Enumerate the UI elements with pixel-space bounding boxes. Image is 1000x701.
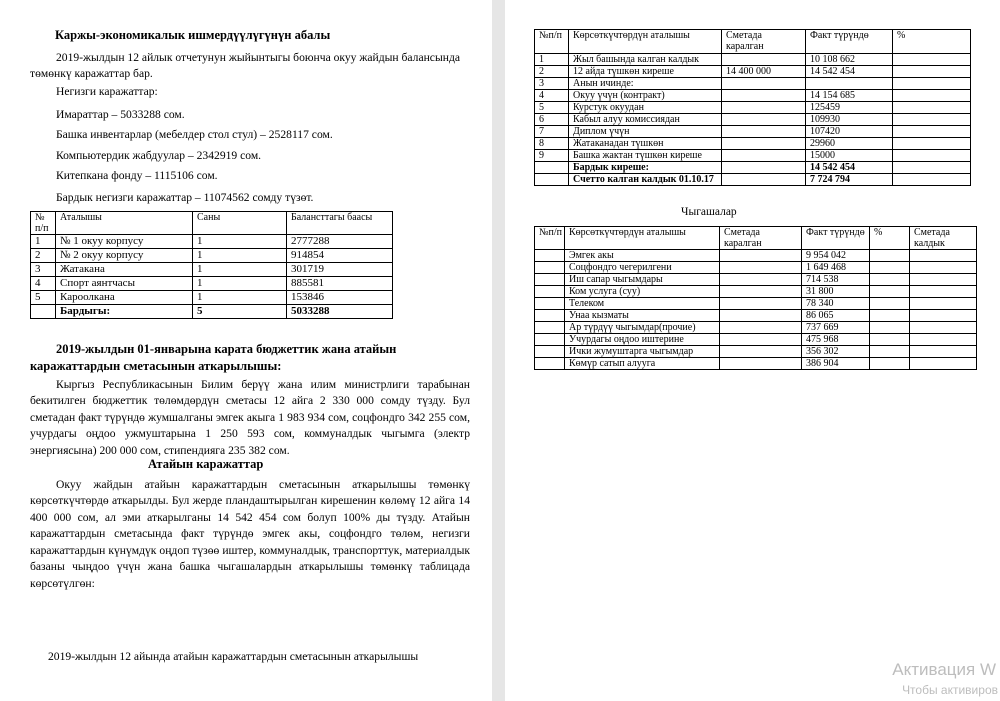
table-cell	[910, 346, 977, 358]
table-cell: 737 669	[802, 322, 870, 334]
table-cell	[722, 174, 806, 186]
table-cell	[535, 174, 569, 186]
table-cell: 475 968	[802, 334, 870, 346]
table-row	[535, 262, 977, 274]
table-cell	[535, 286, 565, 298]
expenses-table	[534, 226, 977, 370]
table-row	[31, 235, 393, 249]
table-cell	[535, 322, 565, 334]
table-cell	[870, 274, 910, 286]
budget-heading: 2019-жылдын 01-январына карата бюджеттик жана атайын каражаттардын сметасынын аткарылышы:	[30, 342, 397, 374]
table-cell: 356 302	[802, 346, 870, 358]
table-cell: 14 542 454	[806, 66, 893, 78]
column-header: Факт түрүндө	[806, 30, 893, 54]
table-cell	[722, 54, 806, 66]
table-cell: 7	[535, 126, 569, 138]
table-cell	[870, 334, 910, 346]
buildings-table	[30, 211, 393, 319]
table-cell: 3	[535, 78, 569, 90]
column-header: Факт түрүндө	[802, 227, 870, 250]
table-cell: 1	[193, 291, 287, 305]
footer-caption: 2019-жылдын 12 айында атайын каражаттардын сметасынын аткарылышы	[48, 650, 419, 663]
table-cell	[720, 262, 802, 274]
expenses-title: Чыгашалар	[681, 206, 737, 218]
table-cell: Иш сапар чыгымдары	[565, 274, 720, 286]
table-cell: 12 айда түшкөн киреше	[569, 66, 722, 78]
table-cell	[722, 102, 806, 114]
table-cell	[720, 322, 802, 334]
table-cell	[535, 274, 565, 286]
table-cell: Жыл башында калган калдык	[569, 54, 722, 66]
table-cell	[870, 262, 910, 274]
table-cell	[720, 298, 802, 310]
table-cell	[870, 298, 910, 310]
table-cell	[720, 286, 802, 298]
table-cell	[535, 334, 565, 346]
column-header: Балансттагы баасы	[287, 212, 393, 235]
table-total-row	[31, 305, 393, 319]
table-cell	[893, 54, 971, 66]
table-cell	[31, 305, 56, 319]
table-total-row	[535, 174, 971, 186]
income-table	[534, 29, 971, 186]
table-cell: 4	[535, 90, 569, 102]
table-cell: Окуу үчүн (контракт)	[569, 90, 722, 102]
special-heading: Атайын каражаттар	[148, 457, 264, 471]
table-cell: 1	[193, 249, 287, 263]
table-row	[535, 102, 971, 114]
special-paragraph: Окуу жайдын атайын каражаттардын сметасынын аткарылышы төмөнкү көрсөткүчтөрдө аткарылды. Бул жерде пландаштырылган кирешенин көлөмү 12 айга 14 400 000 сом, ал эми аткарылганы 14 542 454 сом болуп 100% ды түзду. Атайын каражаттардын сметасында факт түрүндө эмгек акы, соцфондго төлөм, негизги каражаттардын күнүмдүк оңдоп түзөө иштер, коммуналдык, транспорттук, материалдык базаны чыңдоо үчүн жана башка чыгашалардын аткарылышы төмөнкү таблицада көрсөтүлгөн:	[30, 478, 470, 590]
table-cell: Жатаканадан түшкөн	[569, 138, 722, 150]
table-cell	[893, 138, 971, 150]
table-cell	[910, 262, 977, 274]
table-row	[535, 54, 971, 66]
table-cell	[870, 310, 910, 322]
table-cell	[535, 250, 565, 262]
table-cell	[720, 274, 802, 286]
table-cell	[910, 358, 977, 370]
table-cell: 86 065	[802, 310, 870, 322]
table-cell: 1	[193, 277, 287, 291]
table-cell: 107420	[806, 126, 893, 138]
asset-line: Компьютердик жабдуулар – 2342919 сом.	[56, 149, 262, 162]
table-cell: 301719	[287, 263, 393, 277]
activation-watermark-title: Активация W	[892, 660, 996, 679]
table-row	[535, 298, 977, 310]
table-cell	[720, 250, 802, 262]
table-cell: 1	[193, 263, 287, 277]
table-cell: Кароолкана	[56, 291, 193, 305]
table-cell: Соцфондго чегерилгени	[565, 262, 720, 274]
table-row	[535, 90, 971, 102]
table-cell	[535, 310, 565, 322]
table-cell: 3	[31, 263, 56, 277]
asset-line: Имараттар – 5033288 сом.	[56, 108, 185, 121]
table-cell: 5	[193, 305, 287, 319]
asset-line: Бардык негизги каражаттар – 11074562 сомду түзөт.	[56, 191, 314, 204]
table-cell: Ком услуга (суу)	[565, 286, 720, 298]
table-cell	[870, 346, 910, 358]
table-cell	[893, 66, 971, 78]
table-cell	[870, 358, 910, 370]
table-cell: 1	[31, 235, 56, 249]
table-cell: Спорт аянтчасы	[56, 277, 193, 291]
table-cell: Жатакана	[56, 263, 193, 277]
table-row	[535, 322, 977, 334]
activation-watermark-subtitle: Чтобы активиров	[902, 683, 998, 697]
table-row	[535, 334, 977, 346]
table-cell: Эмгек акы	[565, 250, 720, 262]
table-row	[535, 126, 971, 138]
table-cell: 2777288	[287, 235, 393, 249]
table-cell	[870, 286, 910, 298]
table-cell: 714 538	[802, 274, 870, 286]
table-header-row	[31, 212, 393, 235]
table-cell	[722, 78, 806, 90]
table-row	[535, 358, 977, 370]
table-cell	[893, 126, 971, 138]
table-cell: 1	[535, 54, 569, 66]
table-cell	[720, 310, 802, 322]
column-header: Сметада каралган	[722, 30, 806, 54]
table-cell	[870, 250, 910, 262]
column-header: Саны	[193, 212, 287, 235]
table-cell	[722, 114, 806, 126]
column-header: № п/п	[31, 212, 56, 235]
table-row	[31, 263, 393, 277]
column-header: Аталышы	[56, 212, 193, 235]
table-cell: 4	[31, 277, 56, 291]
column-header: Сметада каралган	[720, 227, 802, 250]
table-row	[535, 150, 971, 162]
column-header: Көрсөткүчтөрдүн аталышы	[565, 227, 720, 250]
table-row	[31, 291, 393, 305]
table-row	[31, 277, 393, 291]
table-cell	[870, 322, 910, 334]
table-cell: Ар түрдүү чыгымдар(прочие)	[565, 322, 720, 334]
table-cell: 9	[535, 150, 569, 162]
table-cell: 1 649 468	[802, 262, 870, 274]
column-header: Көрсөткүчтөрдүн аталышы	[569, 30, 722, 54]
table-cell	[720, 346, 802, 358]
table-cell	[535, 298, 565, 310]
table-row	[535, 78, 971, 90]
intro-paragraph: 2019-жылдын 12 айлык отчетунун жыйынтыгы боюнча окуу жайдын балансында төмөнкү каражаттар бар.	[30, 51, 460, 81]
table-row	[535, 66, 971, 78]
table-cell	[893, 90, 971, 102]
table-row	[535, 310, 977, 322]
table-cell	[720, 334, 802, 346]
table-cell: № 1 окуу корпусу	[56, 235, 193, 249]
table-cell: 14 400 000	[722, 66, 806, 78]
table-row	[535, 138, 971, 150]
assets-title: Негизги каражаттар:	[56, 85, 158, 98]
table-cell	[893, 174, 971, 186]
table-header-row	[535, 227, 977, 250]
table-cell	[722, 90, 806, 102]
document-page-left	[0, 0, 492, 701]
table-cell	[722, 150, 806, 162]
table-cell: 2	[535, 66, 569, 78]
column-header: %	[870, 227, 910, 250]
table-cell: 2	[31, 249, 56, 263]
table-cell: 14 154 685	[806, 90, 893, 102]
table-cell: Диплом үчүн	[569, 126, 722, 138]
table-cell: 10 108 662	[806, 54, 893, 66]
table-cell: 153846	[287, 291, 393, 305]
table-cell	[910, 310, 977, 322]
table-cell: Ички жумуштарга чыгымдар	[565, 346, 720, 358]
column-header: %	[893, 30, 971, 54]
table-cell	[720, 358, 802, 370]
budget-paragraph: Кыргыз Республикасынын Билим берүү жана илим министрлиги тарабынан бекитилген бюджеттик төлөмдөрдүн сметасы 12 айга 2 330 000 сомду түзду. Бул сметадан факт түрүндө жумшалганы эмгек акыга 1 983 934 сом, соцфондго 342 255 сом, учурдагы оңдоо ужмуштарына 1 250 593 сом, коммуналдык чыгымга (электр энергиясына) 200 000 сом, стипендияга 235 382 сом.	[30, 378, 470, 457]
table-row	[535, 274, 977, 286]
asset-line: Башка инвентарлар (мебелдер стол стул) – 2528117 сом.	[56, 128, 333, 141]
table-cell: № 2 окуу корпусу	[56, 249, 193, 263]
table-cell: 885581	[287, 277, 393, 291]
table-cell	[806, 78, 893, 90]
table-cell	[910, 286, 977, 298]
table-cell: 8	[535, 138, 569, 150]
table-cell	[910, 334, 977, 346]
table-cell: Кабыл алуу комиссиядан	[569, 114, 722, 126]
column-header: №п/п	[535, 30, 569, 54]
section-heading: Каржы-экономикалык ишмердүүлүгүнүн абалы	[55, 28, 331, 42]
table-cell	[893, 78, 971, 90]
table-cell: Бардык киреше:	[569, 162, 722, 174]
table-cell: 14 542 454	[806, 162, 893, 174]
table-row	[535, 114, 971, 126]
table-cell: 1	[193, 235, 287, 249]
table-cell	[535, 162, 569, 174]
table-cell: 5033288	[287, 305, 393, 319]
column-header: Сметада калдык	[910, 227, 977, 250]
table-cell	[535, 262, 565, 274]
table-cell: Телеком	[565, 298, 720, 310]
table-cell	[893, 162, 971, 174]
table-cell: 7 724 794	[806, 174, 893, 186]
table-cell: 914854	[287, 249, 393, 263]
table-cell	[910, 298, 977, 310]
table-cell	[893, 114, 971, 126]
table-cell: 31 800	[802, 286, 870, 298]
table-cell: 9 954 042	[802, 250, 870, 262]
table-cell	[722, 162, 806, 174]
table-cell: 5	[31, 291, 56, 305]
table-cell	[910, 274, 977, 286]
table-cell	[722, 138, 806, 150]
table-cell: Счетто калган калдык 01.10.17	[569, 174, 722, 186]
table-cell: 6	[535, 114, 569, 126]
table-cell: Учурдагы оңдоо иштерине	[565, 334, 720, 346]
table-cell: 29960	[806, 138, 893, 150]
table-cell: Башка жактан түшкөн киреше	[569, 150, 722, 162]
column-header: №п/п	[535, 227, 565, 250]
table-cell	[910, 322, 977, 334]
table-cell: 5	[535, 102, 569, 114]
asset-line: Китепкана фонду – 1115106 сом.	[56, 169, 218, 182]
table-cell: 109930	[806, 114, 893, 126]
table-cell: Анын ичинде:	[569, 78, 722, 90]
table-cell: 78 340	[802, 298, 870, 310]
table-total-row	[535, 162, 971, 174]
table-cell	[910, 250, 977, 262]
table-cell	[893, 102, 971, 114]
table-cell	[893, 150, 971, 162]
table-row	[535, 346, 977, 358]
table-cell: Унаа кызматы	[565, 310, 720, 322]
table-cell: Бардыгы:	[56, 305, 193, 319]
table-cell	[535, 358, 565, 370]
document-page-right	[505, 0, 1000, 701]
table-cell	[722, 126, 806, 138]
table-row	[535, 250, 977, 262]
table-cell: 386 904	[802, 358, 870, 370]
table-header-row	[535, 30, 971, 54]
table-cell: Курстук окуудан	[569, 102, 722, 114]
table-cell	[535, 346, 565, 358]
table-cell: 125459	[806, 102, 893, 114]
table-cell: Көмүр сатып алууга	[565, 358, 720, 370]
table-row	[31, 249, 393, 263]
table-row	[535, 286, 977, 298]
table-cell: 15000	[806, 150, 893, 162]
